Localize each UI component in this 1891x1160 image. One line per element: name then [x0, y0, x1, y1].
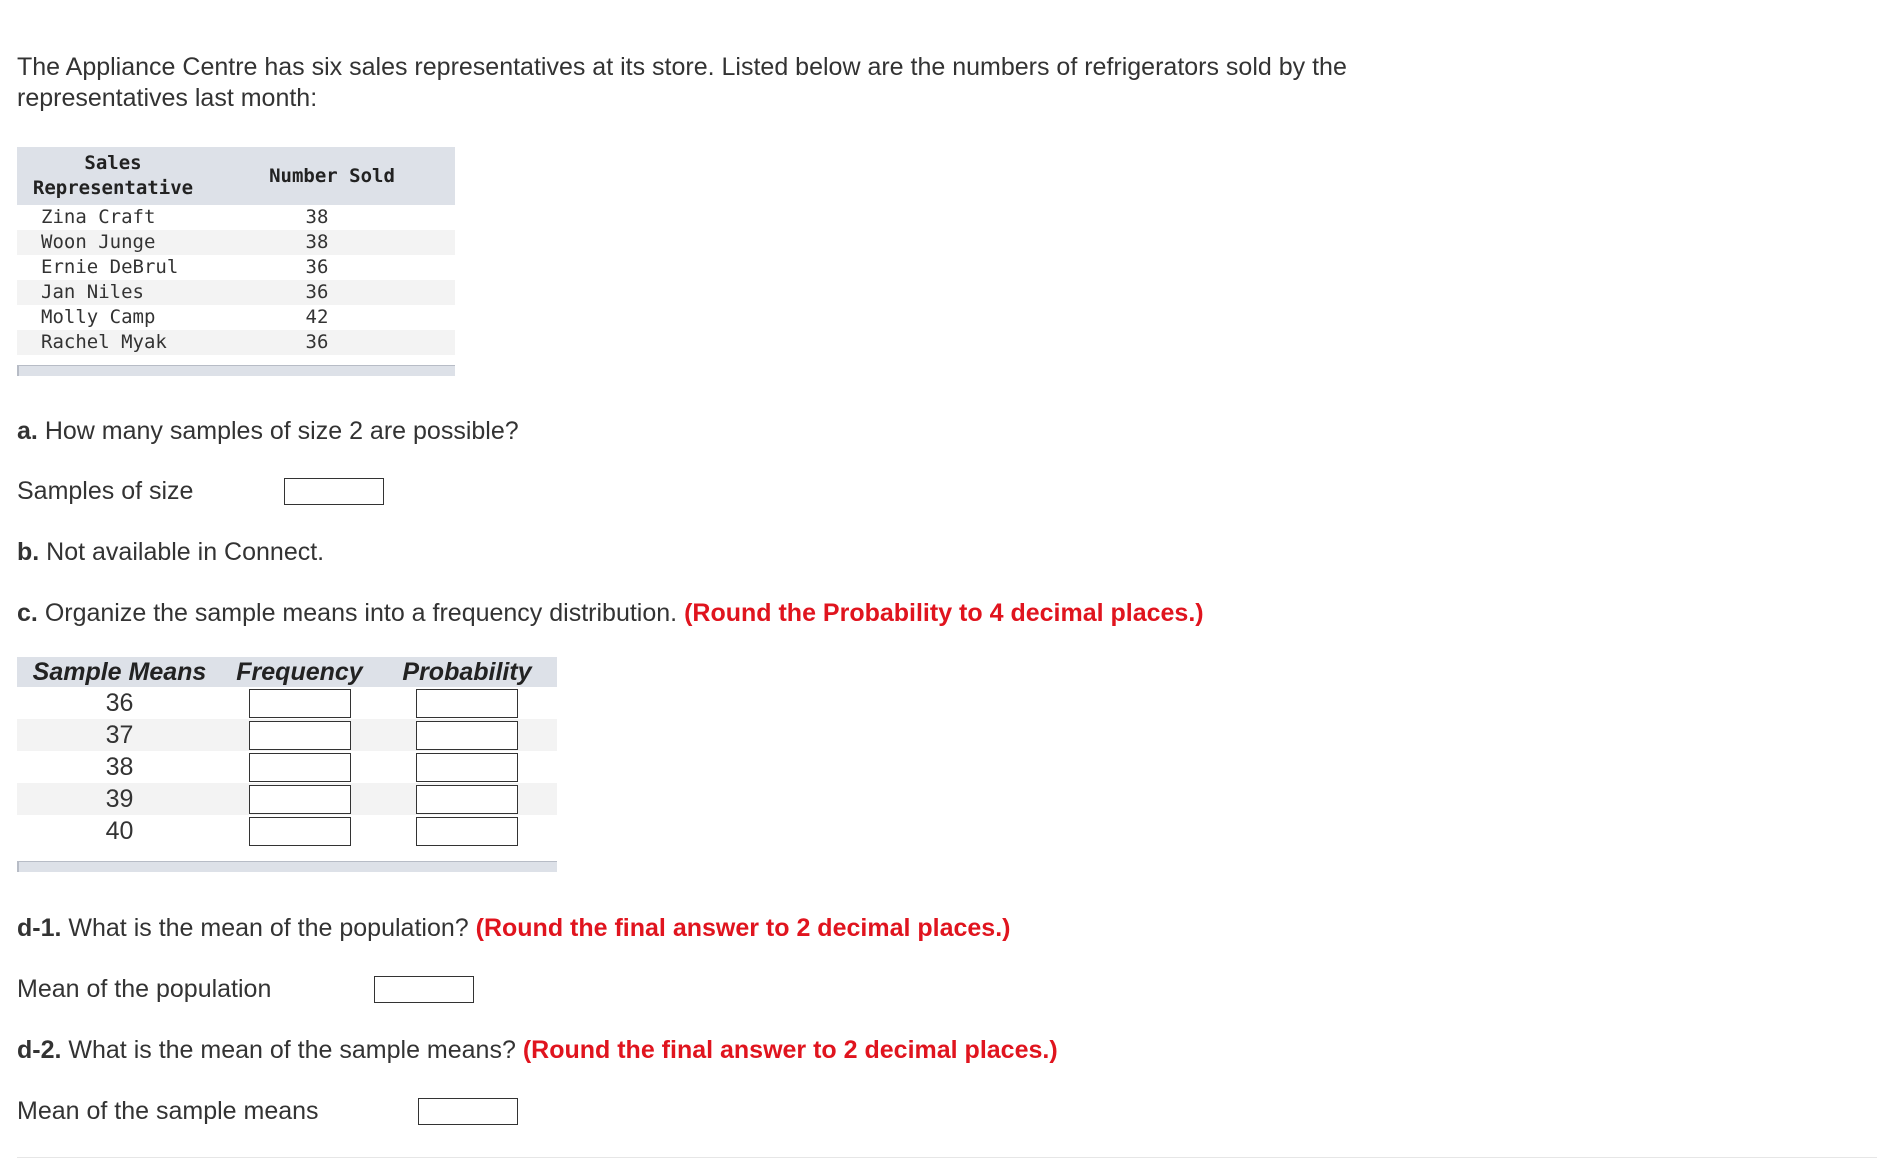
- rep-name: Zina Craft: [41, 206, 156, 228]
- sample-means-mean-input[interactable]: [418, 1098, 518, 1125]
- question-c-text: Organize the sample means into a frequency distribution.: [44, 599, 678, 627]
- samples-label: Samples of size: [17, 477, 194, 505]
- rep-sold: 36: [305, 256, 329, 278]
- question-a-prefix: a.: [17, 417, 38, 445]
- probability-input[interactable]: [416, 753, 518, 782]
- question-b-prefix: b.: [17, 538, 40, 566]
- table-footer-bar: [17, 861, 557, 872]
- header-sample-means: Sample Means: [17, 657, 222, 687]
- rep-sold: 38: [305, 206, 329, 228]
- answer-row-d2: [17, 1096, 1877, 1127]
- question-b: [17, 537, 1877, 568]
- table-row: [17, 280, 455, 305]
- probability-input[interactable]: [416, 817, 518, 846]
- table-row: [17, 330, 455, 355]
- frequency-input[interactable]: [249, 753, 351, 782]
- question-d2-prefix: d-2.: [17, 1036, 62, 1064]
- sample-means-mean-label: Mean of the sample means: [17, 1097, 319, 1125]
- probability-input[interactable]: [416, 785, 518, 814]
- question-d2-note: (Round the final answer to 2 decimal places.): [522, 1036, 1058, 1064]
- rep-name: Molly Camp: [41, 306, 156, 328]
- frequency-table: [17, 657, 557, 847]
- sample-mean-value: 39: [17, 783, 222, 815]
- question-d1-text: What is the mean of the population?: [68, 914, 469, 942]
- intro-text: The Appliance Centre has six sales representatives at its store. Listed below are the numbers of refrigerators sold by the representatives last month:: [17, 53, 1347, 112]
- frequency-input[interactable]: [249, 785, 351, 814]
- table-row: [17, 205, 455, 230]
- rep-sold: 36: [209, 280, 455, 305]
- question-c-note: (Round the Probability to 4 decimal places.): [684, 599, 1204, 627]
- rep-name: Jan Niles: [17, 280, 209, 305]
- population-mean-label: Mean of the population: [17, 975, 272, 1003]
- sample-mean-value: 36: [105, 688, 134, 717]
- header-number-sold: Number Sold: [209, 147, 455, 205]
- table-footer-bar: [17, 365, 455, 376]
- table-row: [17, 783, 557, 815]
- rep-name: Woon Junge: [17, 230, 209, 255]
- question-c-prefix: c.: [17, 599, 38, 627]
- rep-sold: 36: [209, 330, 455, 355]
- header-probability: Probability: [377, 657, 557, 687]
- question-a-text: How many samples of size 2 are possible?: [44, 417, 519, 445]
- rep-name: Ernie DeBrul: [41, 256, 179, 278]
- header-rep-line2: Representative: [32, 177, 194, 199]
- frequency-input[interactable]: [249, 817, 351, 846]
- header-frequency: Frequency: [222, 657, 377, 687]
- question-d1: [17, 913, 1877, 944]
- question-d2: [17, 1035, 1877, 1066]
- table-row: [17, 255, 455, 280]
- table-row: [17, 815, 557, 847]
- answer-row-d1: [17, 974, 1877, 1005]
- sample-mean-value: 37: [17, 719, 222, 751]
- table-row: [17, 751, 557, 783]
- rep-sold: 42: [305, 306, 329, 328]
- rep-sold: 38: [209, 230, 455, 255]
- sample-mean-value: 38: [105, 752, 134, 781]
- rep-name: Rachel Myak: [17, 330, 209, 355]
- sales-reps-table: [17, 147, 455, 355]
- question-d1-note: (Round the final answer to 2 decimal places.): [475, 914, 1011, 942]
- table-row: [17, 230, 455, 255]
- sample-mean-value: 40: [105, 816, 134, 845]
- question-a: [17, 416, 1877, 447]
- question-d2-text: What is the mean of the sample means?: [68, 1036, 516, 1064]
- table-row: [17, 719, 557, 751]
- question-d1-prefix: d-1.: [17, 914, 62, 942]
- table-row: [17, 305, 455, 330]
- population-mean-input[interactable]: [374, 976, 474, 1003]
- probability-input[interactable]: [416, 689, 518, 718]
- probability-input[interactable]: [416, 721, 518, 750]
- question-b-text: Not available in Connect.: [46, 538, 325, 566]
- table-row: [17, 687, 557, 719]
- frequency-input[interactable]: [249, 721, 351, 750]
- answer-row-a: [17, 476, 1877, 507]
- question-c: [17, 598, 1877, 629]
- samples-input[interactable]: [284, 478, 384, 505]
- bottom-divider: [17, 1157, 1877, 1158]
- header-rep-line1: Sales: [84, 152, 142, 174]
- question-page: [17, 52, 1877, 1158]
- frequency-input[interactable]: [249, 689, 351, 718]
- header-sales-representative: [17, 147, 209, 205]
